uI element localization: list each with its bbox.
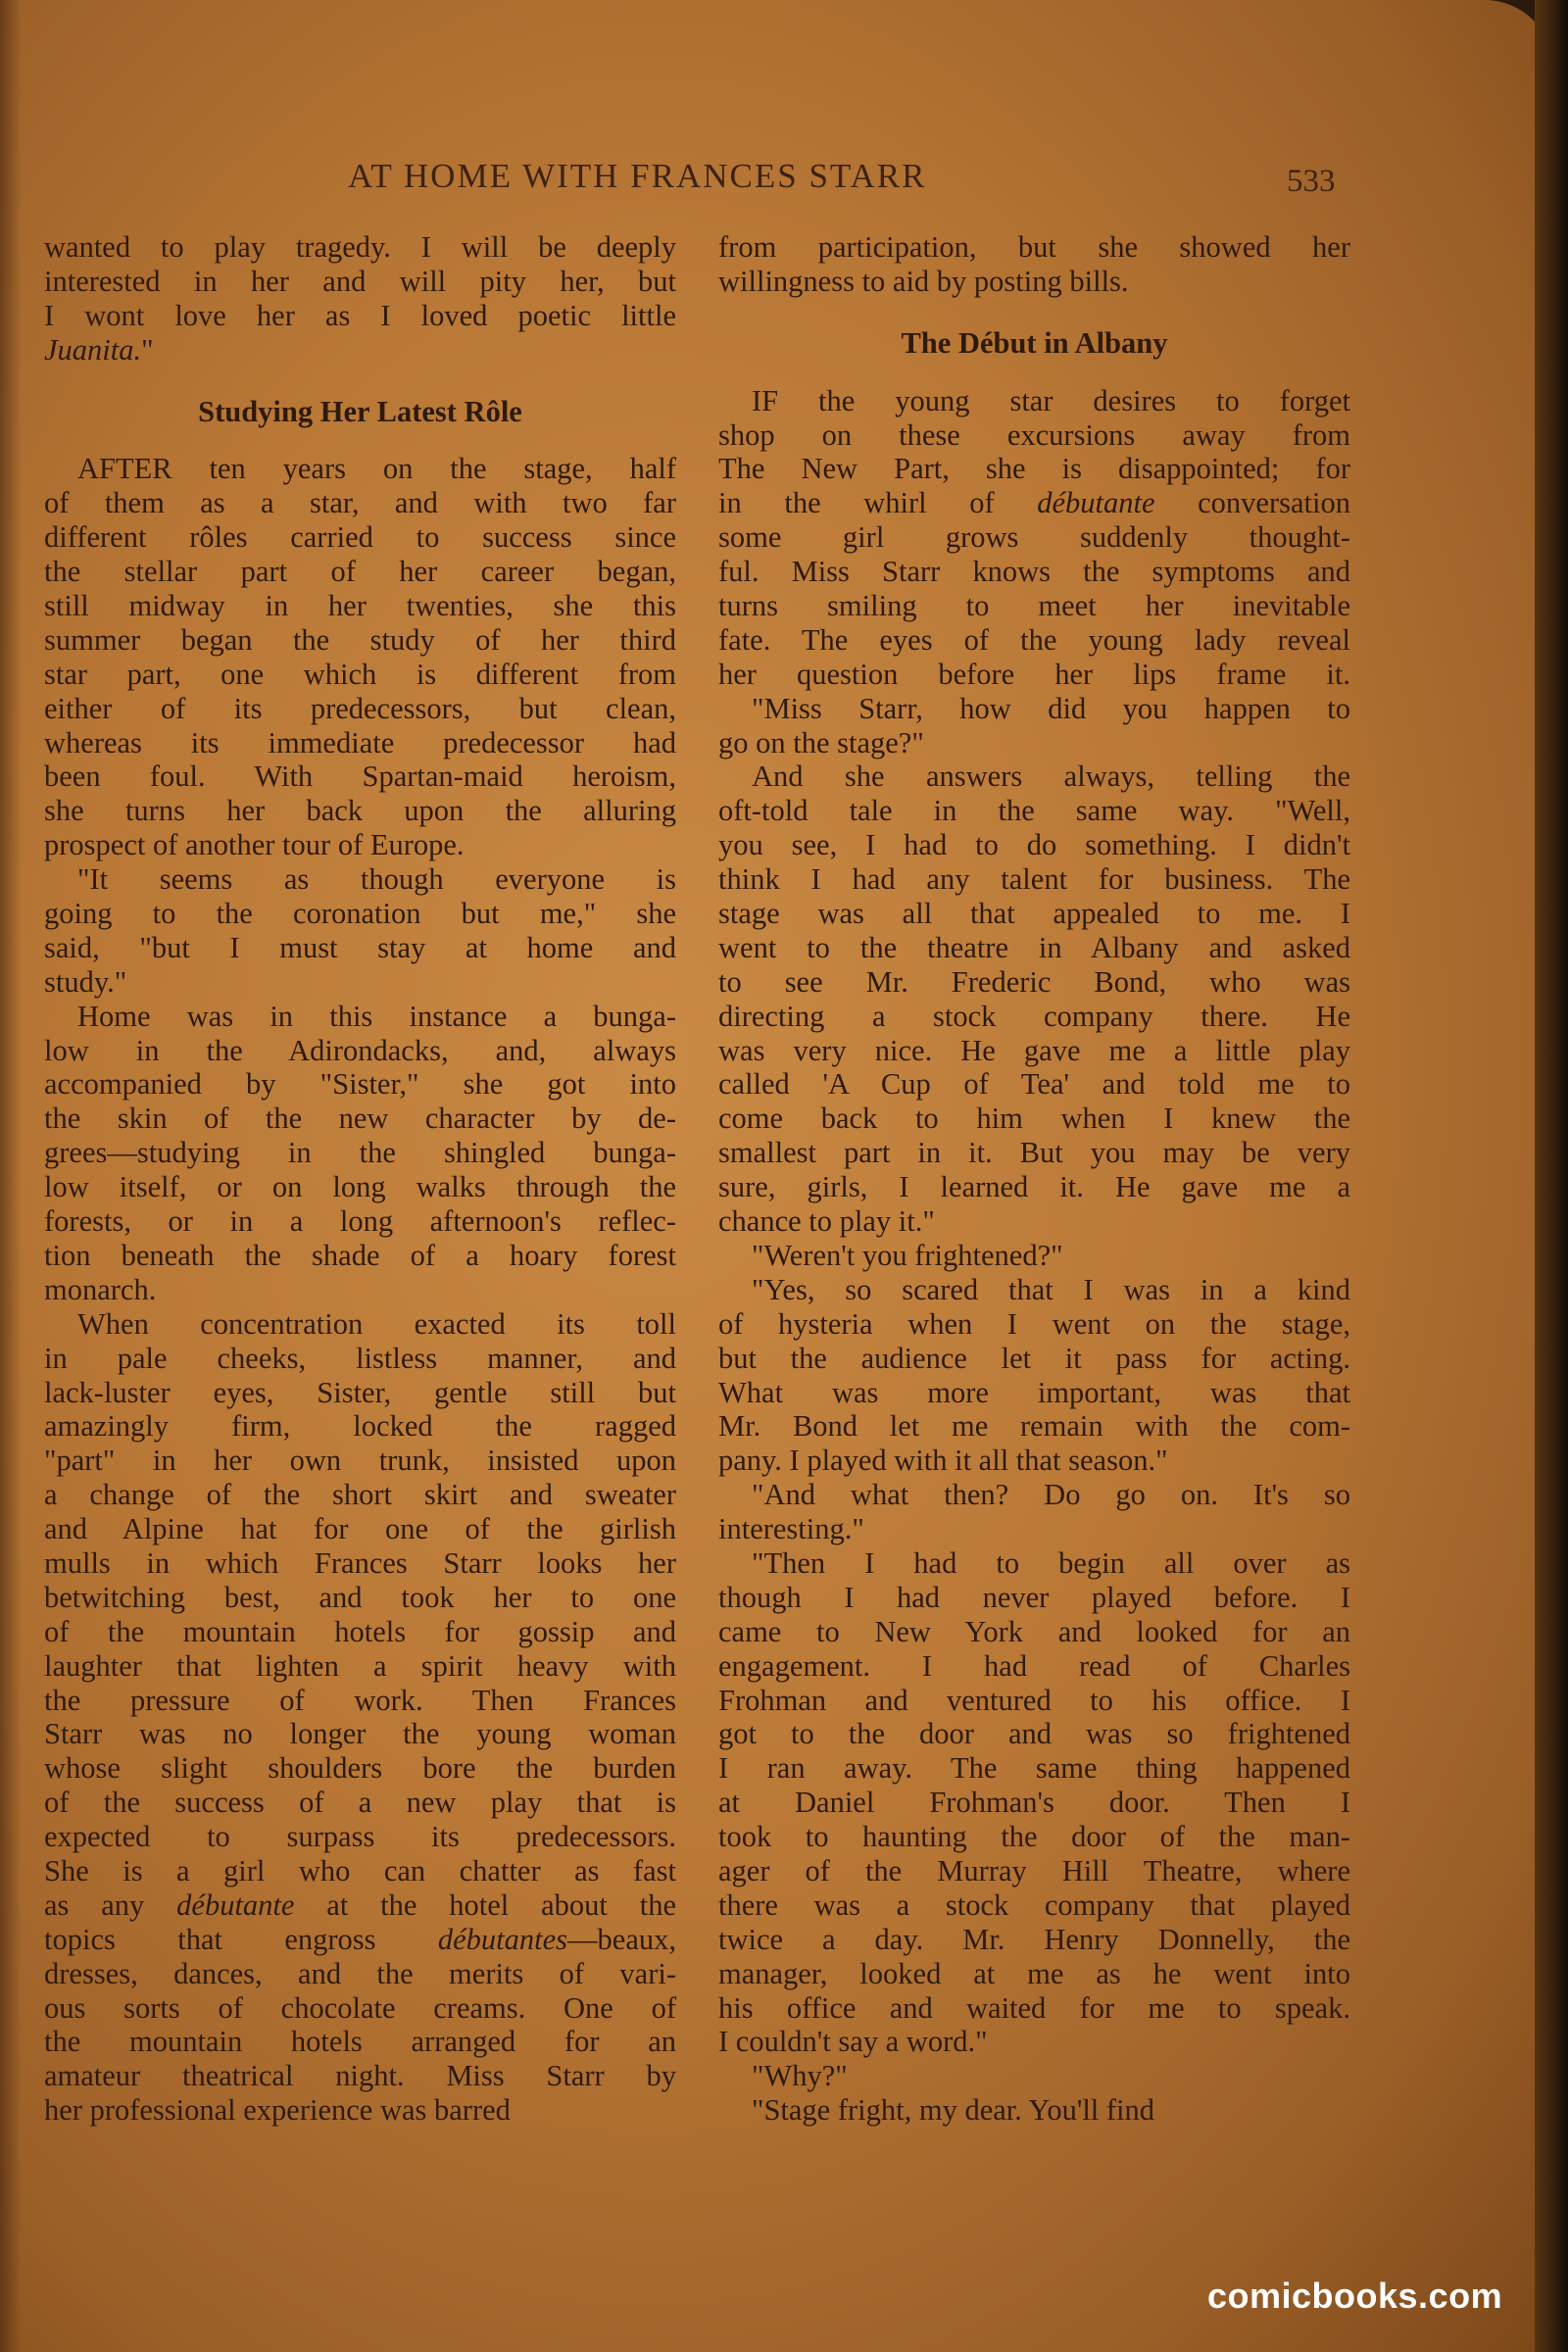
- text-line: called 'A Cup of Tea' and told me to: [718, 1067, 1350, 1102]
- text-line: her question before her lips frame it.: [718, 657, 1350, 691]
- right-body: [718, 384, 1350, 2128]
- text-line: topics that engross débutantes—beaux,: [44, 1922, 676, 1956]
- text-line: ager of the Murray Hill Theatre, where: [718, 1853, 1350, 1887]
- text-line: of the mountain hotels for gossip and: [44, 1614, 676, 1648]
- text-line: turns smiling to meet her inevitable: [718, 589, 1350, 623]
- text-line: the pressure of work. Then Frances: [44, 1683, 676, 1717]
- text-line: manager, looked at me as he went into: [718, 1956, 1350, 1990]
- text-line: the stellar part of her career began,: [44, 555, 676, 589]
- text-line: oft-told tale in the same way. "Well,: [718, 794, 1350, 828]
- text-line: betwitching best, and took her to one: [44, 1580, 676, 1614]
- text-line: engagement. I had read of Charles: [718, 1648, 1350, 1683]
- text-line: study.": [44, 964, 127, 999]
- text-line: been foul. With Spartan-maid heroism,: [44, 760, 676, 794]
- text-line: The New Part, she is disappointed; for: [718, 452, 1350, 486]
- left-column: [44, 230, 676, 2128]
- text-line: was very nice. He gave me a little play: [718, 1033, 1350, 1067]
- text-line: amazingly firm, locked the ragged: [44, 1409, 676, 1444]
- text-line: AFTER ten years on the stage, half: [77, 452, 676, 486]
- text-line: "And what then? Do go on. It's so: [752, 1478, 1350, 1512]
- text-line: wanted to play tragedy. I will be deeply: [44, 230, 676, 264]
- text-line: you see, I had to do something. I didn't: [718, 828, 1350, 862]
- text-line: twice a day. Mr. Henry Donnelly, the: [718, 1922, 1350, 1956]
- text-line: still midway in her twenties, she this: [44, 589, 676, 623]
- text-line: took to haunting the door of the man-: [718, 1820, 1350, 1854]
- text-line: star part, one which is different from: [44, 657, 676, 691]
- text-line: "Miss Starr, how did you happen to: [752, 691, 1350, 725]
- text-line: and Alpine hat for one of the girlish: [44, 1512, 676, 1546]
- text-line: monarch.: [44, 1272, 157, 1306]
- page-edge: [1535, 0, 1568, 2352]
- text-line: of them as a star, and with two far: [44, 486, 676, 520]
- text-line: interested in her and will pity her, but: [44, 264, 676, 298]
- text-line: Home was in this instance a bunga-: [77, 999, 676, 1033]
- text-line: I ran away. The same thing happened: [718, 1751, 1350, 1786]
- text-line: dresses, dances, and the merits of vari-: [44, 1956, 676, 1990]
- right-column: [718, 230, 1350, 2128]
- text-line: low itself, or on long walks through the: [44, 1170, 676, 1204]
- text-line: whose slight shoulders bore the burden: [44, 1751, 676, 1786]
- text-line: summer began the study of her third: [44, 622, 676, 657]
- text-line: chance to play it.": [718, 1204, 935, 1239]
- text-line: Starr was no longer the young woman: [44, 1717, 676, 1751]
- left-intro: [44, 230, 676, 368]
- text-line: to see Mr. Frederic Bond, who was: [718, 964, 1350, 999]
- text-line: lack-luster eyes, Sister, gentle still but: [44, 1375, 676, 1409]
- text-line: Juanita.": [44, 332, 154, 367]
- text-line: ous sorts of chocolate creams. One of: [44, 1990, 676, 2025]
- left-body: [44, 452, 676, 2128]
- text-line: "part" in her own trunk, insisted upon: [44, 1444, 676, 1478]
- text-line: from participation, but she showed her: [718, 230, 1350, 264]
- text-line: going to the coronation but me," she: [44, 897, 676, 931]
- text-line: went to the theatre in Albany and asked: [718, 930, 1350, 964]
- text-line: Frohman and ventured to his office. I: [718, 1683, 1350, 1717]
- text-line: though I had never played before. I: [718, 1580, 1350, 1614]
- text-line: "Why?": [752, 2059, 848, 2093]
- text-line: think I had any talent for business. The: [718, 862, 1350, 897]
- text-line: accompanied by "Sister," she got into: [44, 1067, 676, 1102]
- text-line: either of its predecessors, but clean,: [44, 691, 676, 725]
- text-line: prospect of another tour of Europe.: [44, 828, 465, 862]
- text-line: the skin of the new character by de-: [44, 1102, 676, 1136]
- text-line: low in the Adirondacks, and, always: [44, 1033, 676, 1067]
- text-line: in pale cheeks, listless manner, and: [44, 1341, 676, 1375]
- text-line: I wont love her as I loved poetic little: [44, 298, 676, 332]
- text-line: said, "but I must stay at home and: [44, 930, 676, 964]
- section-heading-studying: Studying Her Latest Rôle: [198, 394, 522, 428]
- section-heading-debut: The Début in Albany: [901, 325, 1168, 360]
- text-line: stage was all that appealed to me. I: [718, 897, 1350, 931]
- watermark-logo: comicbooks.com: [1207, 2276, 1503, 2316]
- text-line: laughter that lighten a spirit heavy with: [44, 1648, 676, 1683]
- spine-shadow: [0, 0, 22, 2352]
- text-line: When concentration exacted its toll: [77, 1306, 676, 1341]
- text-line: "Stage fright, my dear. You'll find: [752, 2093, 1155, 2128]
- text-line: came to New York and looked for an: [718, 1614, 1350, 1648]
- text-line: there was a stock company that played: [718, 1887, 1350, 1922]
- text-line: And she answers always, telling the: [752, 760, 1350, 794]
- text-line: got to the door and was so frightened: [718, 1717, 1350, 1751]
- text-line: mulls in which Frances Starr looks her: [44, 1545, 676, 1580]
- text-line: willingness to aid by posting bills.: [718, 264, 1129, 298]
- text-line: different rôles carried to success since: [44, 520, 676, 555]
- text-line: some girl grows suddenly thought-: [718, 520, 1350, 555]
- text-line: she turns her back upon the alluring: [44, 794, 676, 828]
- text-line: "Then I had to begin all over as: [752, 1545, 1350, 1580]
- text-line: ful. Miss Starr knows the symptoms and: [718, 555, 1350, 589]
- text-line: I couldn't say a word.": [718, 2025, 988, 2059]
- text-line: "Yes, so scared that I was in a kind: [752, 1272, 1350, 1306]
- text-line: She is a girl who can chatter as fast: [44, 1853, 676, 1887]
- text-line: forests, or in a long afternoon's reflec-: [44, 1204, 676, 1239]
- text-line: whereas its immediate predecessor had: [44, 725, 676, 760]
- text-line: as any débutante at the hotel about the: [44, 1887, 676, 1922]
- running-head: AT HOME WITH FRANCES STARR: [348, 157, 927, 195]
- text-line: his office and waited for me to speak.: [718, 1990, 1350, 2025]
- text-line: of hysteria when I went on the stage,: [718, 1306, 1350, 1341]
- text-line: Mr. Bond let me remain with the com-: [718, 1409, 1350, 1444]
- text-line: amateur theatrical night. Miss Starr by: [44, 2059, 676, 2093]
- text-line: shop on these excursions away from: [718, 417, 1350, 452]
- right-intro: [718, 230, 1350, 299]
- text-line: but the audience let it pass for acting.: [718, 1341, 1350, 1375]
- text-line: at Daniel Frohman's door. Then I: [718, 1786, 1350, 1820]
- text-line: pany. I played with it all that season.": [718, 1444, 1168, 1478]
- text-line: the mountain hotels arranged for an: [44, 2025, 676, 2059]
- text-line: "Weren't you frightened?": [752, 1238, 1063, 1272]
- text-line: go on the stage?": [718, 725, 924, 760]
- text-line: tion beneath the shade of a hoary forest: [44, 1238, 676, 1272]
- text-line: come back to him when I knew the: [718, 1102, 1350, 1136]
- text-line: smallest part in it. But you may be very: [718, 1136, 1350, 1170]
- text-line: What was more important, was that: [718, 1375, 1350, 1409]
- text-line: in the whirl of débutante conversation: [718, 486, 1350, 520]
- text-line: fate. The eyes of the young lady reveal: [718, 622, 1350, 657]
- text-line: interesting.": [718, 1512, 864, 1546]
- text-line: a change of the short skirt and sweater: [44, 1478, 676, 1512]
- text-line: "It seems as though everyone is: [77, 862, 676, 897]
- text-line: her professional experience was barred: [44, 2093, 511, 2128]
- text-line: IF the young star desires to forget: [752, 383, 1350, 417]
- text-line: of the success of a new play that is: [44, 1786, 676, 1820]
- text-line: expected to surpass its predecessors.: [44, 1820, 676, 1854]
- page-number: 533: [1287, 164, 1336, 199]
- text-line: grees—studying in the shingled bunga-: [44, 1136, 676, 1170]
- text-line: sure, girls, I learned it. He gave me a: [718, 1170, 1350, 1204]
- text-line: directing a stock company there. He: [718, 999, 1350, 1033]
